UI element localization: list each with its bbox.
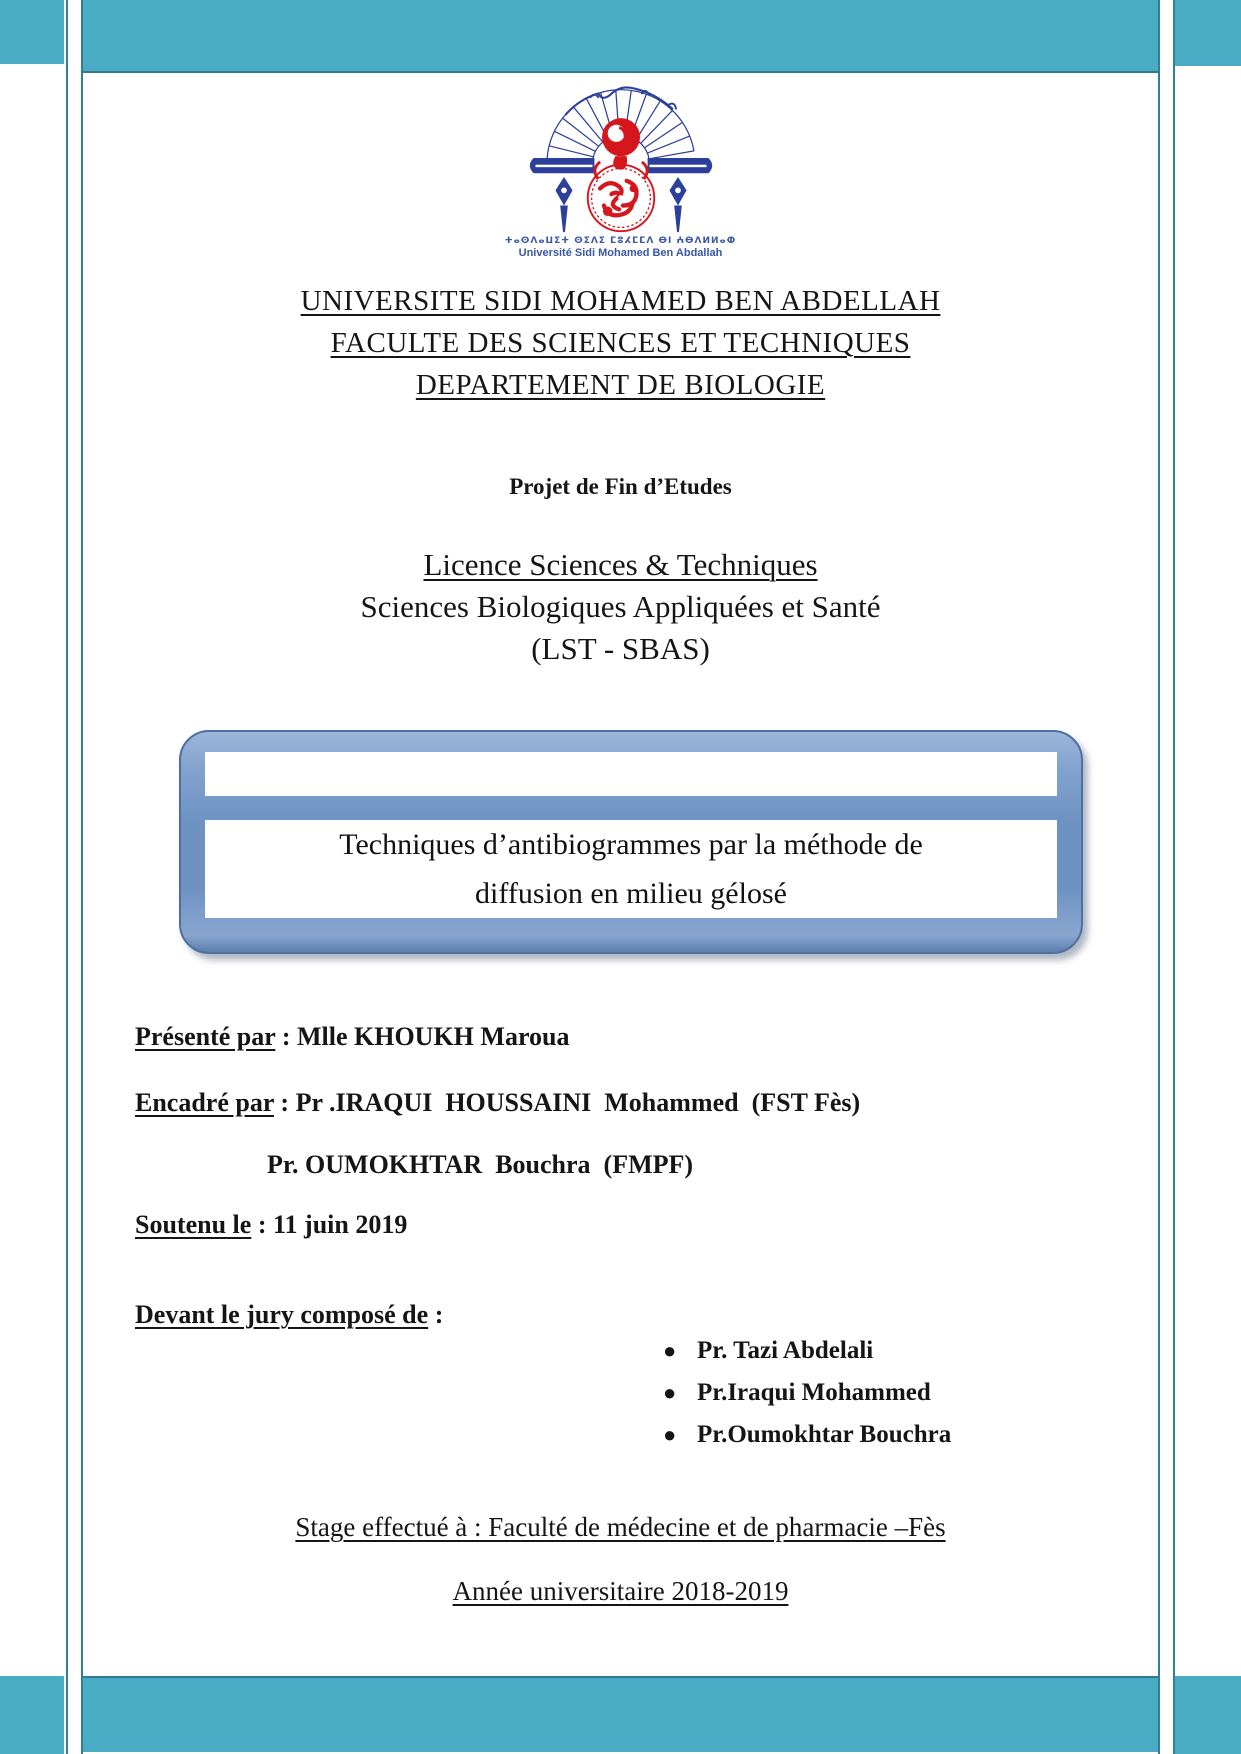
bullet-icon: ● [663, 1338, 677, 1363]
jury-list [663, 1337, 951, 1463]
banner-title-strip [205, 820, 1057, 918]
university-headings [83, 280, 1158, 406]
jury-member-name: Pr. Tazi Abdelali [697, 1337, 874, 1364]
banner-empty-strip [205, 752, 1057, 796]
degree-line-1: Licence Sciences & Techniques [423, 547, 818, 582]
presented-by-label: Présenté par [135, 1022, 276, 1051]
jury-heading-label: Devant le jury composé de [135, 1300, 429, 1329]
border-corner-bottom-right [1175, 1676, 1241, 1754]
supervised-by-separator: : [273, 1088, 296, 1117]
jury-member-row [663, 1337, 951, 1379]
logo-caption-tifinagh: ⵜⴰⵙⴷⴰⵡⵉⵜ ⵙⵉⴷⵉ ⵎⵓⵃⵎⵎⴷ ⴱⵏ ⵄⴱⴷⵍⵍⴰⵀ [504, 236, 737, 246]
faculty-name: FACULTE DES SCIENCES ET TECHNIQUES [330, 327, 911, 359]
jury-heading-separator: : [428, 1300, 444, 1329]
internship-location-line [83, 1512, 1158, 1543]
border-right-outer-line [1173, 0, 1175, 1754]
bullet-icon: ● [663, 1422, 677, 1447]
border-right-inner-line [1158, 0, 1160, 1754]
title-banner [179, 730, 1083, 954]
university-logo [83, 82, 1158, 241]
border-bottom-bar [83, 1676, 1158, 1752]
defended-on-separator: : [251, 1210, 273, 1239]
university-logo-emblem [507, 82, 735, 236]
degree-line-2: Sciences Biologiques Appliquées et Santé [360, 589, 881, 624]
border-corner-bottom-left [0, 1676, 64, 1754]
red-main-medallion [587, 165, 654, 232]
border-left-outer-line [66, 0, 68, 1754]
department-name: DEPARTEMENT DE BIOLOGIE [415, 369, 826, 401]
defended-on-line [135, 1210, 407, 1240]
supervised-by-value: Pr .IRAQUI HOUSSAINI Mohammed (FST Fès) [295, 1088, 861, 1117]
internship-location-text: Stage effectué à : Faculté de médecine et de pharmacie –Fès [295, 1512, 946, 1542]
defended-on-value: 11 juin 2019 [272, 1210, 408, 1239]
logo-caption-latin: Université Sidi Mohamed Ben Abdallah [518, 247, 723, 259]
border-top-bar [83, 0, 1158, 73]
jury-member-name: Pr.Oumokhtar Bouchra [697, 1421, 952, 1448]
supervised-by-label: Encadré par [135, 1088, 274, 1117]
border-left-inner-line [81, 0, 83, 1754]
jury-member-row [663, 1379, 951, 1421]
thesis-title-line-2: diffusion en milieu gélosé [475, 877, 787, 910]
border-corner-top-left [0, 0, 64, 64]
degree-block [83, 544, 1158, 670]
academic-year-text: Année universitaire 2018-2019 [452, 1576, 789, 1606]
presented-by-line [135, 1022, 569, 1052]
second-supervisor-line: Pr. OUMOKHTAR Bouchra (FMPF) [267, 1150, 694, 1179]
jury-member-row [663, 1421, 951, 1463]
jury-member-name: Pr.Iraqui Mohammed [697, 1379, 931, 1406]
presented-by-separator: : [275, 1022, 297, 1051]
jury-heading-line [135, 1300, 443, 1330]
thesis-title-line-1: Techniques d’antibiogrammes par la méthode de [339, 828, 923, 861]
supervised-by-line [135, 1088, 860, 1118]
university-name: UNIVERSITE SIDI MOHAMED BEN ABDELLAH [300, 285, 941, 317]
project-type: Projet de Fin d’Etudes [509, 474, 732, 499]
defended-on-label: Soutenu le [135, 1210, 252, 1239]
border-corner-top-right [1175, 0, 1241, 66]
presented-by-value: Mlle KHOUKH Maroua [296, 1022, 570, 1051]
bullet-icon: ● [663, 1380, 677, 1405]
degree-line-3: (LST - SBAS) [531, 631, 710, 666]
academic-year-line [83, 1576, 1158, 1607]
